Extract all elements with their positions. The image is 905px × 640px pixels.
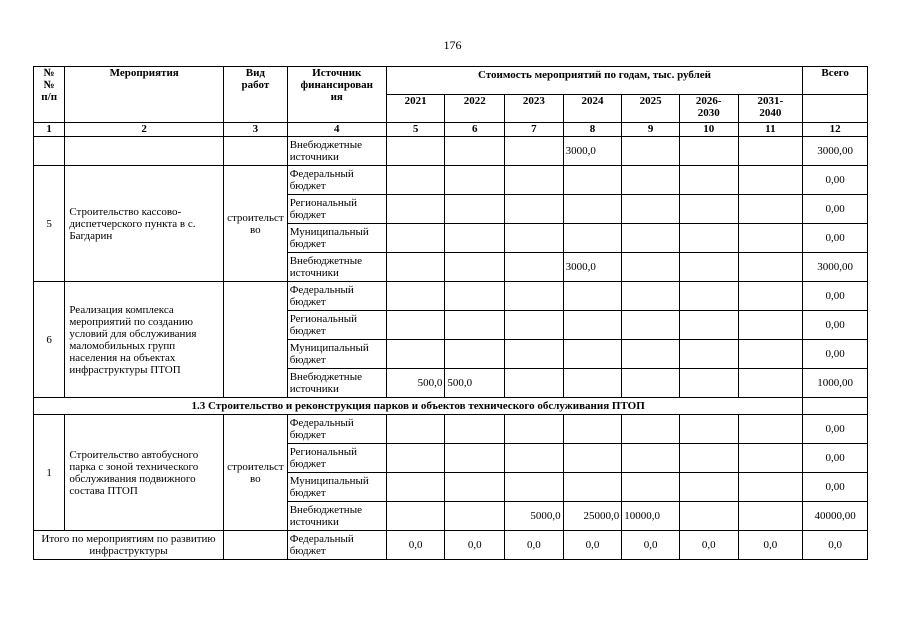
- table-row: [34, 137, 868, 166]
- value-cell: 3000,0: [563, 137, 622, 166]
- col-number: 6: [445, 123, 505, 137]
- header-year: 2023: [505, 95, 564, 123]
- total-cell: 3000,00: [803, 253, 868, 282]
- source-cell: Внебюджетные источники: [287, 502, 386, 531]
- total-cell: 0,00: [803, 444, 868, 473]
- item-number: 1: [34, 415, 65, 531]
- col-number: 1: [34, 123, 65, 137]
- total-cell: 1000,00: [803, 369, 868, 398]
- col-number: 3: [224, 123, 288, 137]
- source-cell: Федеральный бюджет: [287, 415, 386, 444]
- financing-table: [33, 66, 868, 560]
- header-total: Всего: [803, 67, 868, 95]
- total-cell: 0,00: [803, 195, 868, 224]
- header-year: 2031- 2040: [738, 95, 803, 123]
- table-row: [34, 282, 868, 311]
- section-heading: 1.3 Строительство и реконструкция парков и объектов технического обслуживания ПТОП: [34, 398, 803, 415]
- source-cell: Муниципальный бюджет: [287, 340, 386, 369]
- total-label: Итого по мероприятиям по развитию инфраструктуры: [34, 531, 224, 560]
- source-cell: Региональный бюджет: [287, 311, 386, 340]
- col-number: 7: [505, 123, 564, 137]
- source-cell: Федеральный бюджет: [287, 166, 386, 195]
- source-cell: Внебюджетные источники: [287, 369, 386, 398]
- header-measures: Мероприятия: [65, 67, 224, 123]
- item-name: Реализация комплекса мероприятий по созданию условий для обслуживания маломобильных групп населения на объектах инфраструктуры ПТОП: [65, 282, 224, 398]
- total-cell: 0,00: [803, 473, 868, 502]
- value-cell: 0,0: [738, 531, 803, 560]
- header-year: 2026- 2030: [679, 95, 738, 123]
- header-year: 2021: [386, 95, 445, 123]
- table-row: [34, 415, 868, 444]
- source-cell: Региональный бюджет: [287, 444, 386, 473]
- value-cell: 10000,0: [622, 502, 680, 531]
- header-year: 2024: [563, 95, 622, 123]
- item-work-type: строительство: [224, 166, 288, 282]
- source-cell: Федеральный бюджет: [287, 282, 386, 311]
- value-cell: 0,0: [622, 531, 680, 560]
- total-cell: 3000,00: [803, 137, 868, 166]
- header-work-type: Вид работ: [224, 67, 288, 123]
- value-cell: 0,0: [505, 531, 564, 560]
- source-cell: Внебюджетные источники: [287, 253, 386, 282]
- col-number: 8: [563, 123, 622, 137]
- total-cell: 0,00: [803, 311, 868, 340]
- col-number: 4: [287, 123, 386, 137]
- value-cell: 0,0: [386, 531, 445, 560]
- source-cell: Муниципальный бюджет: [287, 224, 386, 253]
- source-cell: Внебюджетные источники: [287, 137, 386, 166]
- value-cell: 0,0: [563, 531, 622, 560]
- total-cell: 0,00: [803, 415, 868, 444]
- item-name: Строительство кассово-диспетчерского пункта в с. Багдарин: [65, 166, 224, 282]
- header-cost-title: Стоимость мероприятий по годам, тыс. рублей: [386, 67, 802, 95]
- value-cell: 500,0: [445, 369, 505, 398]
- value-cell: 5000,0: [505, 502, 564, 531]
- item-name: Строительство автобусного парка с зоной технического обслуживания подвижного состава ПТОП: [65, 415, 224, 531]
- table-row: [34, 531, 868, 560]
- source-cell: Муниципальный бюджет: [287, 473, 386, 502]
- total-cell: 0,00: [803, 224, 868, 253]
- value-cell: 0,0: [445, 531, 505, 560]
- item-number: 5: [34, 166, 65, 282]
- total-cell: 0,00: [803, 340, 868, 369]
- value-cell: 0,0: [803, 531, 868, 560]
- page-number: 176: [443, 38, 462, 52]
- table-row: [34, 166, 868, 195]
- col-number: 11: [738, 123, 803, 137]
- total-cell: 40000,00: [803, 502, 868, 531]
- col-number: 12: [803, 123, 868, 137]
- header-year: 2022: [445, 95, 505, 123]
- col-number: 2: [65, 123, 224, 137]
- value-cell: 0,0: [679, 531, 738, 560]
- value-cell: 500,0: [386, 369, 445, 398]
- source-cell: Федеральный бюджет: [287, 531, 386, 560]
- value-cell: 3000,0: [563, 253, 622, 282]
- header-source: Источник финансирован ия: [287, 67, 386, 123]
- value-cell: 25000,0: [563, 502, 622, 531]
- source-cell: Региональный бюджет: [287, 195, 386, 224]
- item-number: 6: [34, 282, 65, 398]
- col-number: 9: [622, 123, 680, 137]
- header-year: 2025: [622, 95, 680, 123]
- item-work-type: строительство: [224, 415, 288, 531]
- col-number: 10: [679, 123, 738, 137]
- header-num: № № п/п: [34, 67, 65, 123]
- item-work-type: [224, 282, 288, 398]
- col-number: 5: [386, 123, 445, 137]
- header-total-blank: [803, 95, 868, 123]
- total-cell: 0,00: [803, 282, 868, 311]
- total-cell: 0,00: [803, 166, 868, 195]
